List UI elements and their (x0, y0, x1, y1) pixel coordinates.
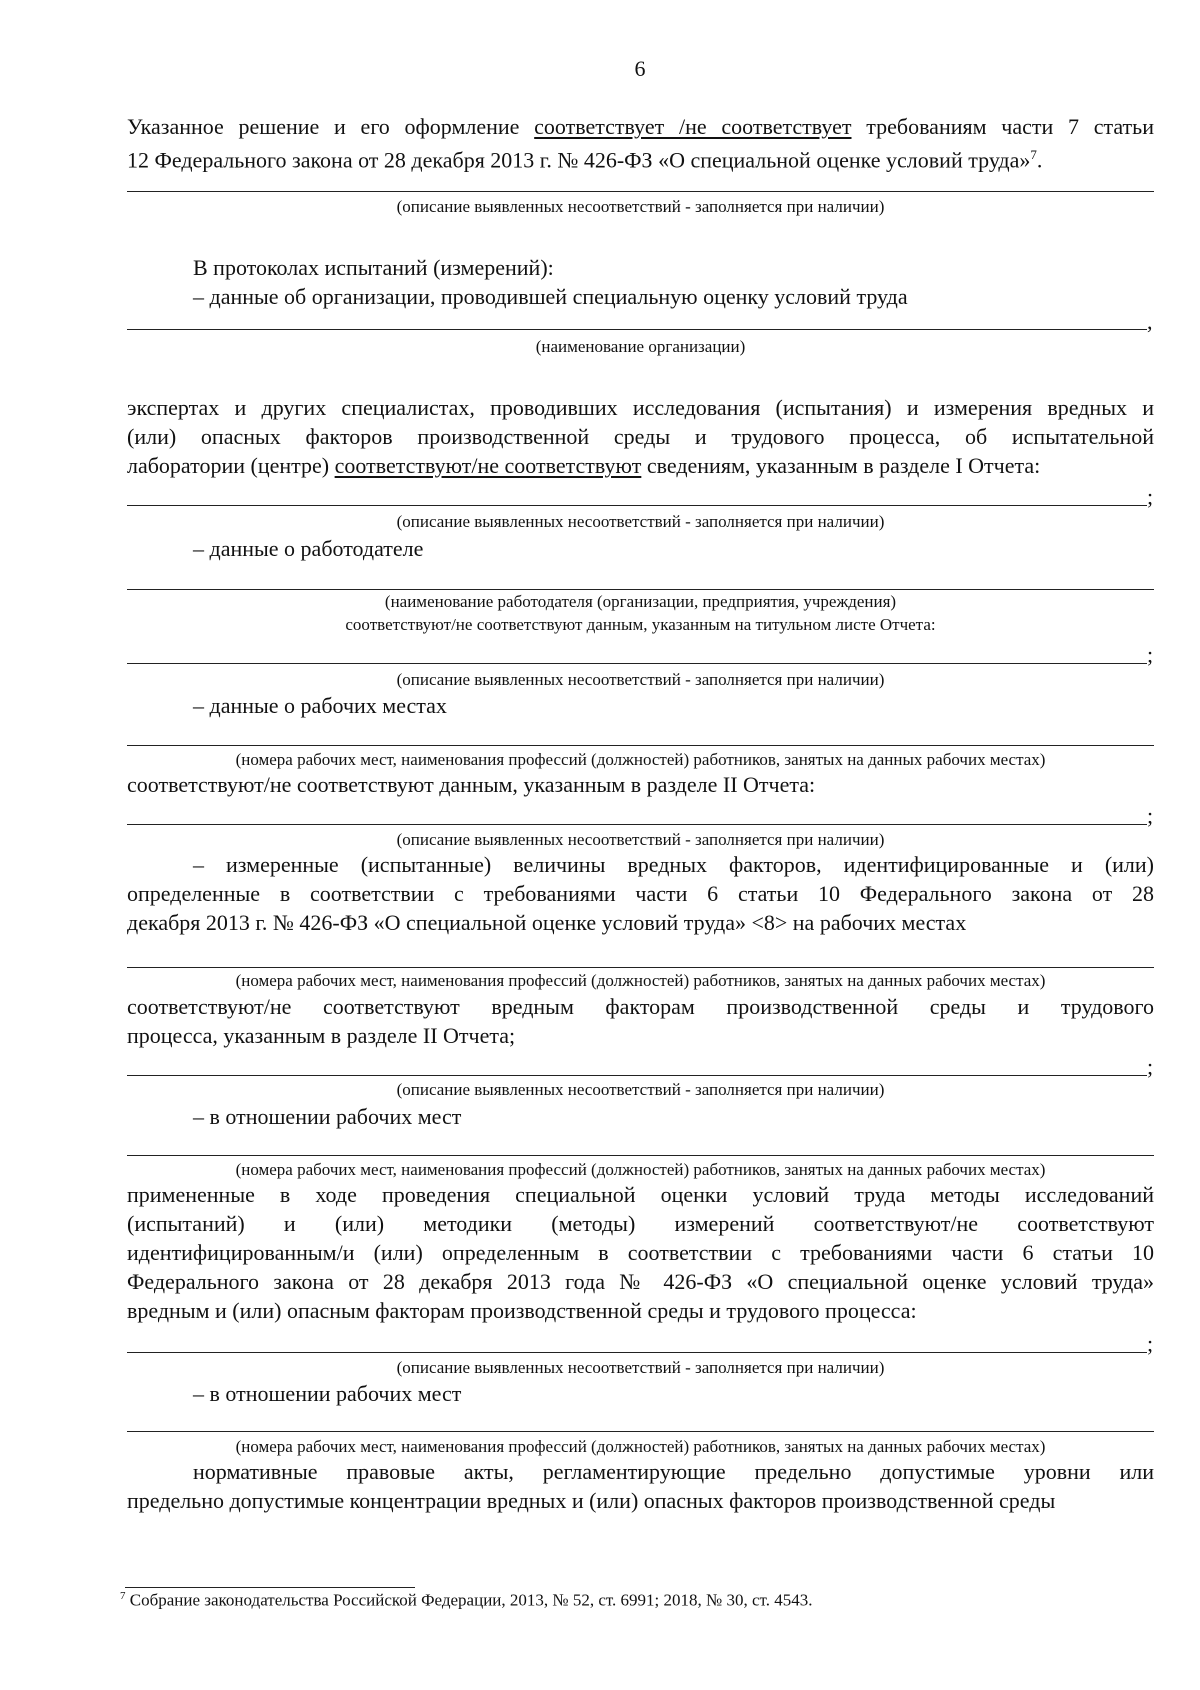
footnote-ref: 7 (1030, 147, 1037, 162)
hint-nonconformity: (описание выявленных несоответствий - заполняется при наличии) (396, 197, 885, 216)
footnote-mark: 7 (120, 1590, 126, 1602)
fill-line (127, 745, 1154, 746)
hint-nonconformity: (описание выявленных несоответствий - заполняется при наличии) (396, 670, 885, 689)
footnote-text: Собрание законодательства Российской Федерации, 2013, № 52, ст. 6991; 2018, № 30, ст. 4543. (125, 1590, 813, 1610)
fill-line (127, 589, 1154, 590)
methods-line-5: вредным и (или) опасным факторам производственной среды и трудового процесса: (127, 1298, 917, 1323)
hint-workplaces: (номера рабочих мест, наименования профессий (должностей) работников, занятых на данных рабочих местах) (235, 1437, 1046, 1456)
hint-nonconformity: (описание выявленных несоответствий - заполняется при наличии) (396, 1080, 885, 1099)
measured-line-1: – измеренные (испытанные) величины вредных факторов, идентифицированные и (или) (193, 852, 1154, 877)
hint-org: (наименование организации) (535, 337, 746, 356)
measured-after-2: процесса, указанным в разделе II Отчета; (127, 1023, 516, 1048)
decision-underlined-choice: соответствует /не соответствует (534, 114, 852, 139)
hint-employer: (наименование работодателя (организации, предприятия, учреждения) (384, 592, 897, 611)
fill-line (127, 1431, 1154, 1432)
protocols-heading: В протоколах испытаний (измерений): (193, 255, 554, 280)
org-data-label: – данные об организации, проводившей специальную оценку условий труда (193, 284, 908, 309)
normative-line-2: предельно допустимые концентрации вредных и (или) опасных факторов производственной среды (127, 1488, 1056, 1513)
page-number: 6 (634, 56, 646, 81)
methods-label: – в отношении рабочих мест (193, 1104, 462, 1129)
employer-match: соответствуют/не соответствуют данным, указанным на титульном листе Отчета: (345, 615, 936, 634)
footnote-separator (125, 1587, 415, 1588)
measured-line-2: определенные в соответствии с требованиями части 6 статьи 10 Федерального закона от 28 (127, 881, 1154, 906)
hint-workplaces: (номера рабочих мест, наименования профессий (должностей) работников, занятых на данных рабочих местах) (235, 1160, 1046, 1179)
fill-line (127, 1155, 1154, 1156)
fill-line (127, 1075, 1147, 1076)
methods-line-2: (испытаний) и (или) методики (методы) измерений соответствуют/не соответствуют (127, 1211, 1154, 1236)
hint-nonconformity: (описание выявленных несоответствий - заполняется при наличии) (396, 1358, 885, 1377)
hint-nonconformity: (описание выявленных несоответствий - заполняется при наличии) (396, 512, 885, 531)
methods-line-1: примененные в ходе проведения специальной оценки условий труда методы исследований (127, 1182, 1154, 1207)
fill-line (127, 1352, 1147, 1353)
fill-line (127, 191, 1154, 192)
decision-text-end: требованиям части 7 статьи (851, 114, 1154, 139)
normative-line-1: нормативные правовые акты, регламентирующие предельно допустимые уровни или (193, 1459, 1154, 1484)
experts-line-2: (или) опасных факторов производственной среды и трудового процесса, об испытательной (127, 424, 1154, 449)
normative-label: – в отношении рабочих мест (193, 1381, 462, 1406)
methods-line-4: Федерального закона от 28 декабря 2013 года № 426-ФЗ «О специальной оценке условий труда» (127, 1269, 1154, 1294)
workplaces-match: соответствуют/не соответствуют данным, указанным в разделе II Отчета: (127, 772, 816, 797)
fill-line (127, 505, 1147, 506)
document-page: 6 Указанное решение и его оформление соответствует /не соответствует требованиям части 7 статьи 12 Федерального закона от 28 декабря 2013 г. № 426-ФЗ «О специальной оценке условий труда»$^7$. (описание выявленных несоответствий - заполняется при наличии) В протоколах испытаний (измерений): – данные об организации, проводившей специальную оценку условий труда , (наименование организации) экспертах и других специалистах, проводивших исследования (испытания) и измерения вредных и (или) опасных факторов производственной среды и трудового процесса, об испытательной лаборатории (центре) соответствуют/не соответствуют сведениям, указанным в разделе I Отчета: ; (описание выявленных несоответствий - заполняется при наличии) – данные о работодателе (наименование работодателя (организации, предприятия, учреждения) соответствуют/не соответствуют данным, указанным на титульном листе Отчета: ; (описание выявленных несоответствий - заполняется при наличии) – данные о рабочих местах (номера рабочих мест, наименования профессий (должностей) работников, занятых на данных рабочих местах) соответствуют/не соответствуют данным, указанным в разделе II Отчета: ; (описание выявленных несоответствий - заполняется при наличии) – измеренные (испытанные) величины вредных факторов, идентифицированные и (или) определенные в соответствии с требованиями части 6 статьи 10 Федерального закона от 28 декабря 2013 г. № 426-ФЗ «О специальной оценке условий труда» <8> на рабочих местах (номера рабочих мест, наименования профессий (должностей) работников, занятых на данных рабочих местах) соответствуют/не соответствуют вредным факторам производственной среды и трудового процесса, указанным в разделе II Отчета; ; (описание выявленных несоответствий - заполняется при наличии) – в отношении рабочих мест (номера рабочих мест, наименования профессий (должностей) работников, занятых на данных рабочих местах) примененные в ходе проведения специальной оценки условий труда методы исследований (испытаний) и (или) методики (методы) измерений соответствуют/не соответствуют идентифицированным/и (или) определенным в соответствии с требованиями части 6 статьи 10 Федерального закона от 28 декабря 2013 года № 426-ФЗ «О специальной оценке условий труда» вредным и (или) опасным факторам производственной среды и трудового процесса: ; (описание выявленных несоответствий - заполняется при наличии) – в отношении рабочих мест (номера рабочих мест, наименования профессий (должностей) работников, занятых на данных рабочих местах) нормативные правовые акты, регламентирующие предельно допустимые уровни или предельно допустимые концентрации вредных и (или) опасных факторов производственной среды $^7$ Собрание законодательства Российской Федерации, 2013, № 52, ст. 6991; 2018, № 30, ст. 4543. (0, 0, 1200, 1690)
decision-text: Указанное решение и его оформление (127, 114, 535, 139)
hint-nonconformity: (описание выявленных несоответствий - заполняется при наличии) (396, 830, 885, 849)
decision-line-2: 12 Федерального закона от 28 декабря 2013 г. № 426-ФЗ «О специальной оценке условий труда»$^7$. (127, 147, 1043, 173)
fill-line (127, 824, 1147, 825)
fill-line (127, 967, 1154, 968)
workplaces-label: – данные о рабочих местах (193, 693, 447, 718)
employer-label: – данные о работодателе (193, 536, 424, 561)
methods-line-3: идентифицированным/и (или) определенным в соответствии с требованиями части 6 статьи 10 (127, 1240, 1154, 1265)
measured-line-3: декабря 2013 г. № 426-ФЗ «О специальной оценке условий труда» <8> на рабочих местах (127, 910, 967, 935)
experts-underlined-choice: соответствуют/не соответствуют (334, 453, 642, 478)
hint-workplaces: (номера рабочих мест, наименования профессий (должностей) работников, занятых на данных рабочих местах) (235, 971, 1046, 990)
fill-line (127, 663, 1147, 664)
hint-workplaces: (номера рабочих мест, наименования профессий (должностей) работников, занятых на данных рабочих местах) (235, 750, 1046, 769)
measured-after-1: соответствуют/не соответствуют вредным факторам производственной среды и трудового (127, 994, 1154, 1019)
experts-line-1: экспертах и других специалистах, проводивших исследования (испытания) и измерения вредных и (127, 395, 1154, 420)
experts-line-3: лаборатории (центре) соответствуют/не соответствуют сведениям, указанным в разделе I Отчета: (127, 453, 1041, 478)
decision-line-1 (127, 113, 1154, 141)
footnote (120, 1590, 812, 1611)
fill-line (127, 329, 1147, 330)
